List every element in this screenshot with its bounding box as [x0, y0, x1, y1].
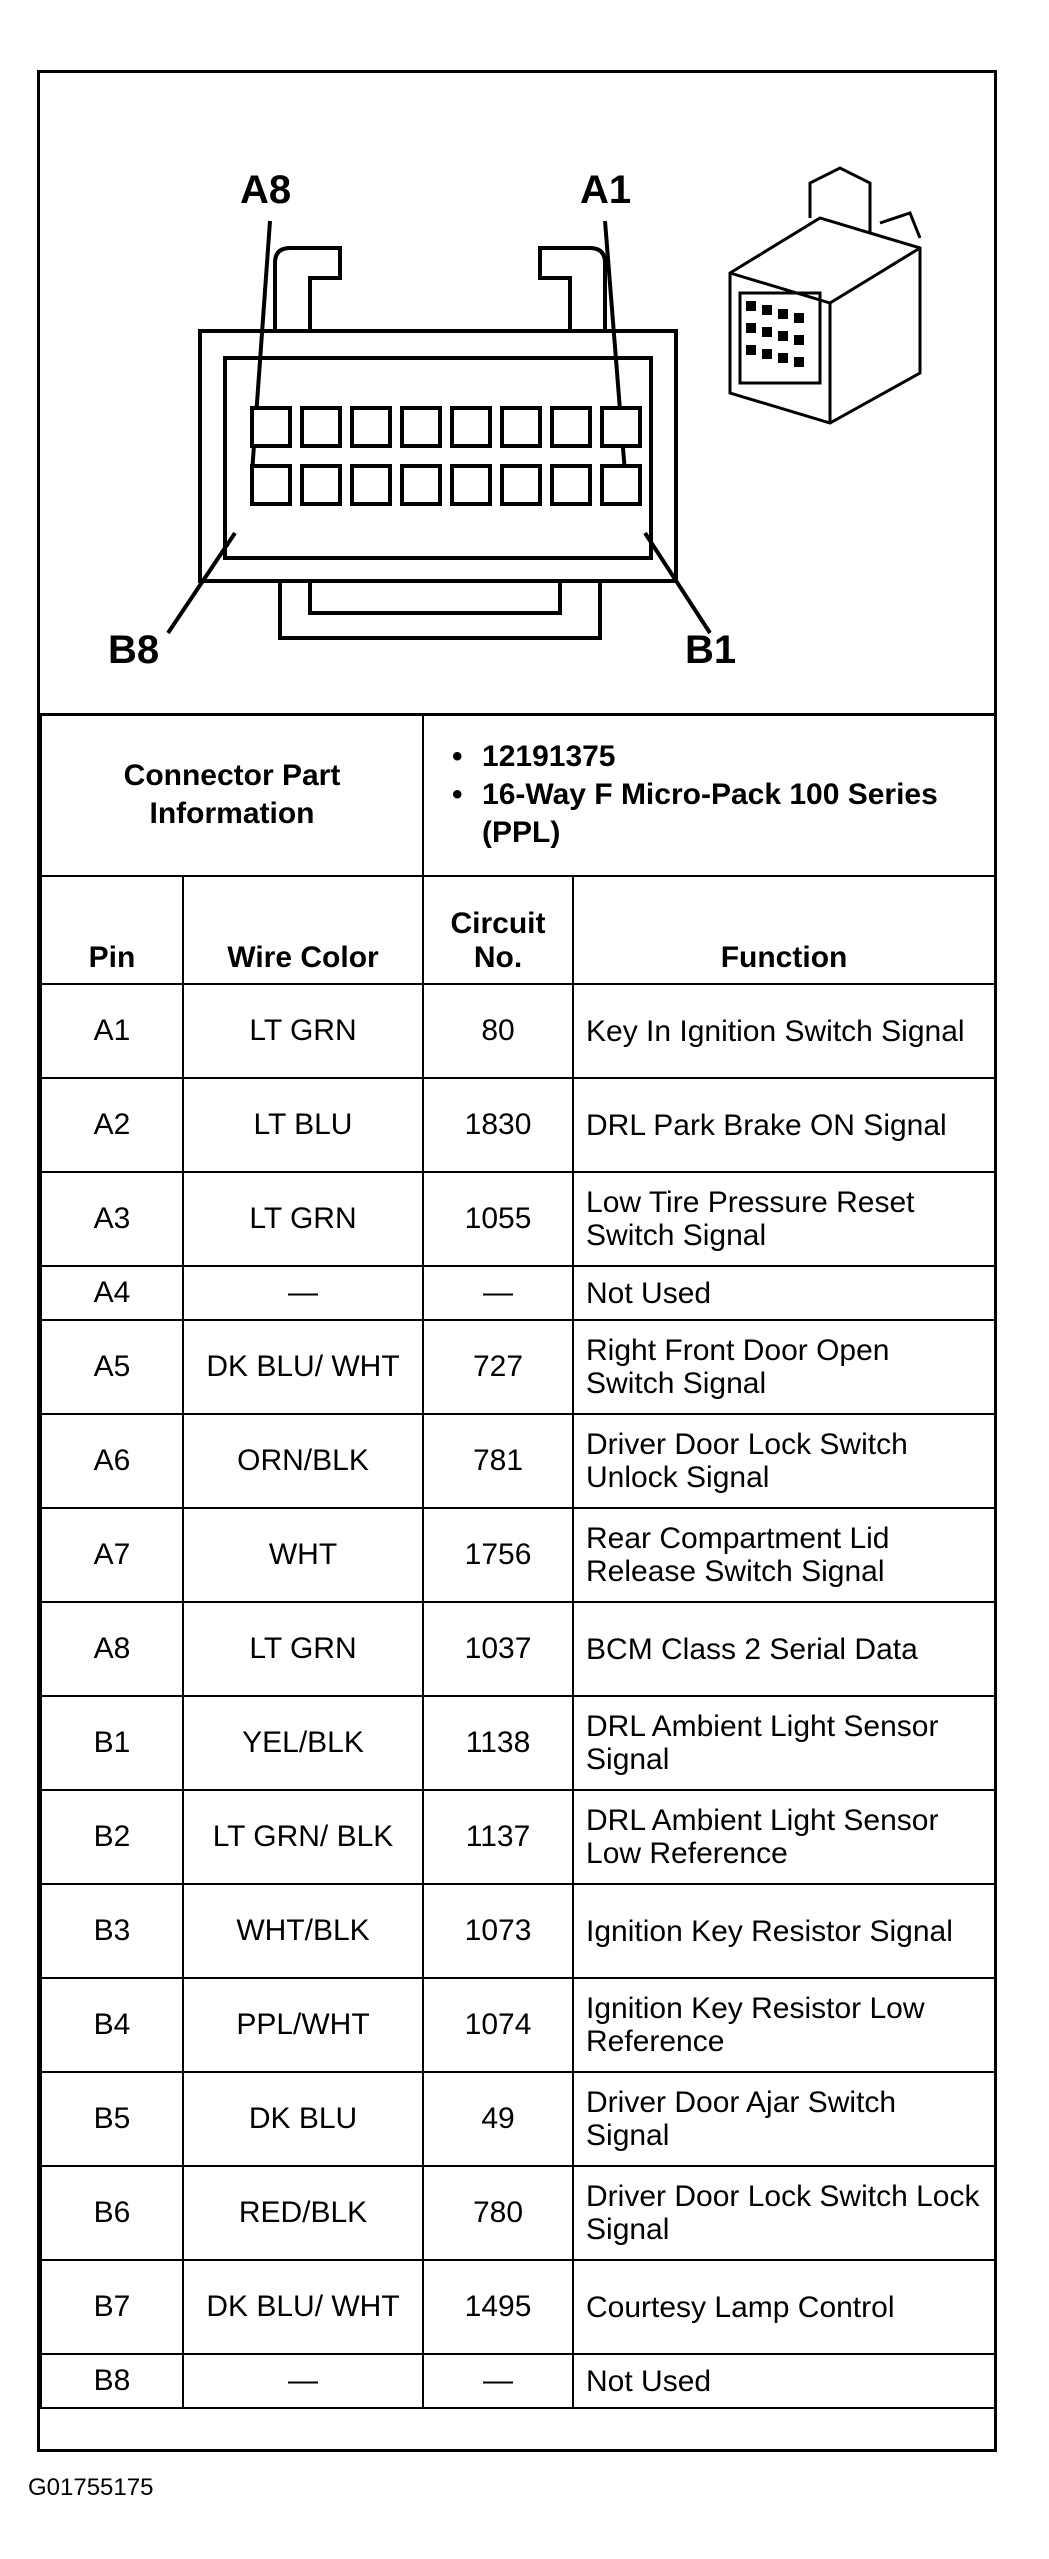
label-b8: B8	[108, 628, 160, 672]
pin-cavity	[552, 408, 590, 446]
wire-color-cell: LT GRN	[183, 1172, 423, 1266]
wire-color-cell: DK BLU	[183, 2072, 423, 2166]
label-b1: B1	[685, 628, 737, 672]
function-cell: Driver Door Ajar Switch Signal	[573, 2072, 995, 2166]
right-latch	[540, 248, 605, 331]
function-cell: Not Used	[573, 2354, 995, 2408]
pin-cavity	[452, 408, 490, 446]
pin-cell: B8	[41, 2354, 183, 2408]
circuit-cell: 1756	[423, 1508, 573, 1602]
table-row	[41, 2072, 995, 2166]
function-cell: BCM Class 2 Serial Data	[573, 1602, 995, 1696]
wire-color-cell: ORN/BLK	[183, 1414, 423, 1508]
pin-cell: A4	[41, 1266, 183, 1320]
circuit-cell: 1495	[423, 2260, 573, 2354]
wire-color-cell: —	[183, 1266, 423, 1320]
wire-color-cell: LT BLU	[183, 1078, 423, 1172]
pin-cell: A7	[41, 1508, 183, 1602]
wire-color-cell: RED/BLK	[183, 2166, 423, 2260]
col-wire-color: Wire Color	[183, 876, 423, 984]
pin-cavity	[602, 466, 640, 504]
pin-cell: A8	[41, 1602, 183, 1696]
function-cell: Courtesy Lamp Control	[573, 2260, 995, 2354]
circuit-cell: 1073	[423, 1884, 573, 1978]
function-cell: Ignition Key Resistor Low Reference	[573, 1978, 995, 2072]
connector-3d-pins	[746, 301, 804, 367]
pin-cell: A1	[41, 984, 183, 1078]
circuit-cell: 780	[423, 2166, 573, 2260]
circuit-cell: 1037	[423, 1602, 573, 1696]
pin-cell: B6	[41, 2166, 183, 2260]
table-row	[41, 2166, 995, 2260]
part-number: • 12191375	[452, 738, 986, 776]
pin-cell: B2	[41, 1790, 183, 1884]
pin-cavity	[252, 466, 290, 504]
circuit-cell: —	[423, 1266, 573, 1320]
circuit-cell: 781	[423, 1414, 573, 1508]
pin-cell: B3	[41, 1884, 183, 1978]
col-function: Function	[573, 876, 995, 984]
connector-info-header: Connector Part Information	[41, 714, 423, 876]
circuit-cell: 1055	[423, 1172, 573, 1266]
left-latch	[275, 248, 340, 331]
pin-cavity	[552, 466, 590, 504]
wire-color-cell: LT GRN/ BLK	[183, 1790, 423, 1884]
table-row	[41, 1790, 995, 1884]
table-row	[41, 1978, 995, 2072]
function-cell: DRL Park Brake ON Signal	[573, 1078, 995, 1172]
pin-cavity	[302, 466, 340, 504]
connector-diagram	[40, 73, 994, 716]
function-cell: Ignition Key Resistor Signal	[573, 1884, 995, 1978]
connector-info-row	[41, 714, 995, 876]
label-a1: A1	[580, 168, 632, 212]
pin-cavity	[302, 408, 340, 446]
circuit-cell: 49	[423, 2072, 573, 2166]
connector-face-drawing	[40, 73, 994, 713]
wire-color-cell: LT GRN	[183, 984, 423, 1078]
function-cell: Not Used	[573, 1266, 995, 1320]
function-cell: Driver Door Lock Switch Unlock Signal	[573, 1414, 995, 1508]
circuit-cell: 1074	[423, 1978, 573, 2072]
pin-cavity	[352, 408, 390, 446]
pin-cell: A3	[41, 1172, 183, 1266]
connector-body	[200, 331, 676, 581]
pin-cavity	[452, 466, 490, 504]
col-circuit: Circuit No.	[423, 876, 573, 984]
wire-color-cell: WHT	[183, 1508, 423, 1602]
function-cell: Low Tire Pressure Reset Switch Signal	[573, 1172, 995, 1266]
table-row	[41, 1172, 995, 1266]
connector-sheet	[37, 70, 997, 2452]
function-cell: Driver Door Lock Switch Lock Signal	[573, 2166, 995, 2260]
figure-code: G01755175	[28, 2474, 154, 2501]
function-cell: Right Front Door Open Switch Signal	[573, 1320, 995, 1414]
function-cell: Key In Ignition Switch Signal	[573, 984, 995, 1078]
connector-cavity-frame	[225, 358, 651, 558]
wire-color-cell: DK BLU/ WHT	[183, 2260, 423, 2354]
circuit-cell: 1830	[423, 1078, 573, 1172]
connector-type: • 16-Way F Micro-Pack 100 Series (PPL)	[452, 776, 986, 852]
pin-cell: A2	[41, 1078, 183, 1172]
table-row	[41, 1696, 995, 1790]
pin-cavity	[352, 466, 390, 504]
table-row	[41, 1266, 995, 1320]
table-row	[41, 1414, 995, 1508]
pin-cavity	[402, 466, 440, 504]
pin-cell: A6	[41, 1414, 183, 1508]
table-row	[41, 1508, 995, 1602]
pin-cavity	[502, 466, 540, 504]
pin-cell: A5	[41, 1320, 183, 1414]
pin-cell: B7	[41, 2260, 183, 2354]
pin-rows	[41, 984, 995, 2408]
col-pin: Pin	[41, 876, 183, 984]
bottom-key	[280, 581, 600, 638]
wire-color-cell: PPL/WHT	[183, 1978, 423, 2072]
circuit-cell: —	[423, 2354, 573, 2408]
connector-info-details	[423, 714, 995, 876]
connector-3d-view	[730, 168, 920, 423]
table-row	[41, 2260, 995, 2354]
pin-cavity	[402, 408, 440, 446]
function-cell: DRL Ambient Light Sensor Low Reference	[573, 1790, 995, 1884]
table-row	[41, 1602, 995, 1696]
table-row	[41, 984, 995, 1078]
table-row	[41, 1320, 995, 1414]
wire-color-cell: LT GRN	[183, 1602, 423, 1696]
wire-color-cell: YEL/BLK	[183, 1696, 423, 1790]
pinout-table	[40, 713, 996, 2409]
pin-cell: B4	[41, 1978, 183, 2072]
pin-cell: B1	[41, 1696, 183, 1790]
wire-color-cell: DK BLU/ WHT	[183, 1320, 423, 1414]
label-a8: A8	[240, 168, 292, 212]
pin-cavity	[502, 408, 540, 446]
pin-cavity	[252, 408, 290, 446]
table-row	[41, 1078, 995, 1172]
pin-cell: B5	[41, 2072, 183, 2166]
column-header-row	[41, 876, 995, 984]
function-cell: Rear Compartment Lid Release Switch Signal	[573, 1508, 995, 1602]
wire-color-cell: WHT/BLK	[183, 1884, 423, 1978]
circuit-cell: 727	[423, 1320, 573, 1414]
wire-color-cell: —	[183, 2354, 423, 2408]
function-cell: DRL Ambient Light Sensor Signal	[573, 1696, 995, 1790]
circuit-cell: 1138	[423, 1696, 573, 1790]
pin-cavity	[602, 408, 640, 446]
circuit-cell: 80	[423, 984, 573, 1078]
table-row	[41, 2354, 995, 2408]
table-row	[41, 1884, 995, 1978]
circuit-cell: 1137	[423, 1790, 573, 1884]
